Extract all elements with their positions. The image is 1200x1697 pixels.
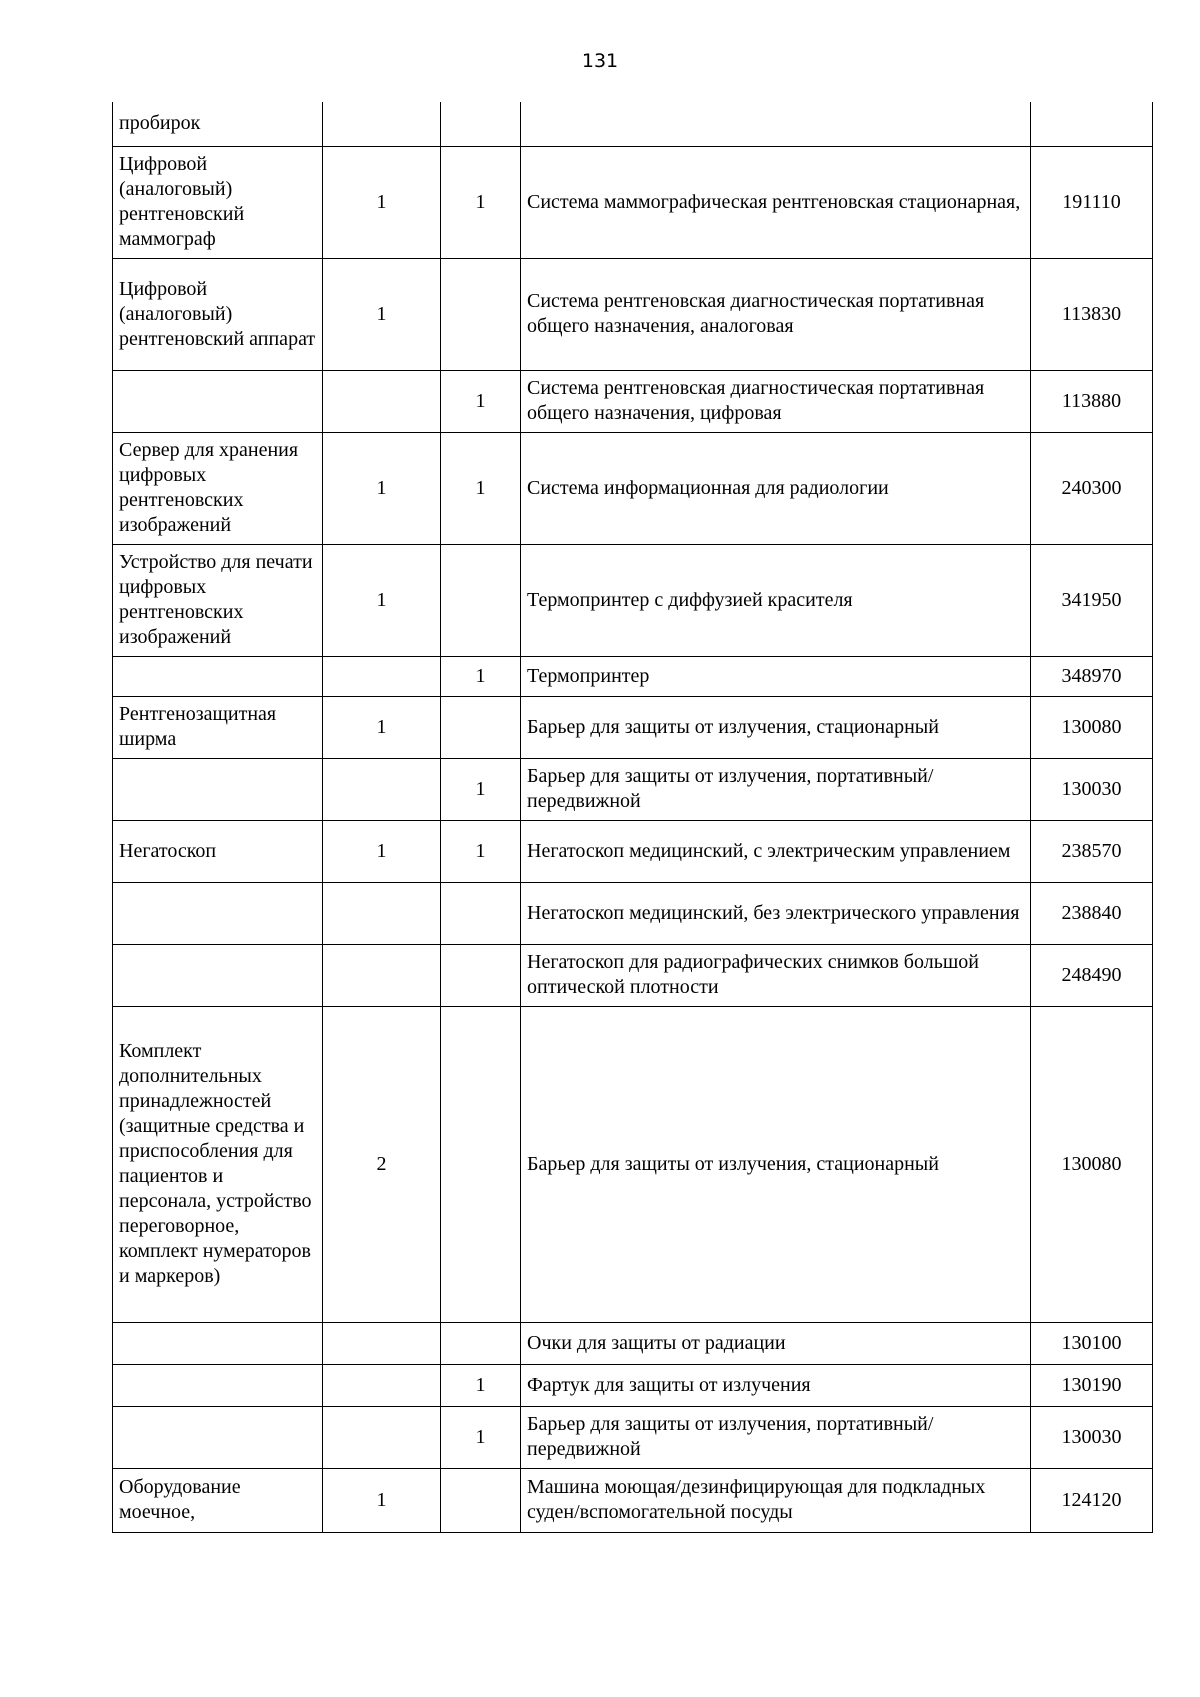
table-row [113,696,1153,758]
equipment-name-cell: Комплект дополнительных принадлежностей (защитные средства и приспособления для пациентов и персонала, устройство переговорное, комплект нумераторов и маркеров) [113,1006,323,1322]
nomenclature-description-cell: Барьер для защиты от излучения, портативный/передвижной [521,758,1031,820]
equipment-name-cell [113,370,323,432]
table-row [113,544,1153,656]
nomenclature-description-cell: Система рентгеновская диагностическая портативная общего назначения, цифровая [521,370,1031,432]
alternative-quantity-cell [441,102,521,146]
required-quantity-cell [323,1322,441,1364]
required-quantity-cell: 1 [323,544,441,656]
table-row [113,432,1153,544]
table-row [113,1322,1153,1364]
equipment-name-cell: Устройство для печати цифровых рентгеновских изображений [113,544,323,656]
equipment-name-cell: Негатоскоп [113,820,323,882]
nomenclature-description-cell: Негатоскоп для радиографических снимков большой оптической плотности [521,944,1031,1006]
nomenclature-description-cell: Барьер для защиты от излучения, портативный/передвижной [521,1406,1031,1468]
required-quantity-cell [323,1364,441,1406]
nomenclature-code-cell: 130080 [1031,1006,1153,1322]
table-row [113,146,1153,258]
alternative-quantity-cell [441,1006,521,1322]
nomenclature-description-cell [521,102,1031,146]
table-row [113,258,1153,370]
nomenclature-code-cell: 238840 [1031,882,1153,944]
nomenclature-description-cell: Система маммографическая рентгеновская стационарная, [521,146,1031,258]
nomenclature-code-cell: 240300 [1031,432,1153,544]
nomenclature-code-cell: 130030 [1031,1406,1153,1468]
nomenclature-code-cell: 130080 [1031,696,1153,758]
required-quantity-cell [323,370,441,432]
table-row [113,1006,1153,1322]
equipment-name-cell: пробирок [113,102,323,146]
alternative-quantity-cell: 1 [441,432,521,544]
equipment-name-cell [113,1406,323,1468]
equipment-name-cell [113,656,323,696]
equipment-name-cell [113,1364,323,1406]
required-quantity-cell [323,882,441,944]
nomenclature-description-cell: Негатоскоп медицинский, с электрическим управлением [521,820,1031,882]
table-row [113,882,1153,944]
equipment-name-cell [113,944,323,1006]
required-quantity-cell [323,102,441,146]
alternative-quantity-cell [441,544,521,656]
table-row [113,102,1153,146]
nomenclature-code-cell: 238570 [1031,820,1153,882]
alternative-quantity-cell: 1 [441,146,521,258]
nomenclature-code-cell: 124120 [1031,1468,1153,1532]
alternative-quantity-cell: 1 [441,1406,521,1468]
equipment-name-cell: Оборудование моечное, [113,1468,323,1532]
alternative-quantity-cell: 1 [441,820,521,882]
page-number: 131 [581,50,619,72]
alternative-quantity-cell: 1 [441,1364,521,1406]
equipment-table [112,102,1153,1533]
nomenclature-description-cell: Термопринтер [521,656,1031,696]
required-quantity-cell: 1 [323,696,441,758]
equipment-name-cell [113,882,323,944]
required-quantity-cell [323,656,441,696]
table-row [113,820,1153,882]
nomenclature-code-cell: 191110 [1031,146,1153,258]
nomenclature-code-cell: 341950 [1031,544,1153,656]
nomenclature-code-cell: 113830 [1031,258,1153,370]
required-quantity-cell [323,944,441,1006]
equipment-name-cell [113,758,323,820]
table-row [113,1364,1153,1406]
nomenclature-code-cell: 130030 [1031,758,1153,820]
nomenclature-description-cell: Машина моющая/дезинфицирующая для подкладных суден/вспомогательной посуды [521,1468,1031,1532]
table-row [113,944,1153,1006]
alternative-quantity-cell: 1 [441,758,521,820]
alternative-quantity-cell [441,1322,521,1364]
nomenclature-code-cell: 130100 [1031,1322,1153,1364]
nomenclature-description-cell: Фартук для защиты от излучения [521,1364,1031,1406]
nomenclature-code-cell: 130190 [1031,1364,1153,1406]
alternative-quantity-cell [441,944,521,1006]
alternative-quantity-cell [441,882,521,944]
nomenclature-description-cell: Система рентгеновская диагностическая портативная общего назначения, аналоговая [521,258,1031,370]
nomenclature-description-cell: Барьер для защиты от излучения, стационарный [521,696,1031,758]
table-row [113,656,1153,696]
required-quantity-cell: 1 [323,432,441,544]
equipment-name-cell: Рентгенозащитная ширма [113,696,323,758]
nomenclature-description-cell: Очки для защиты от радиации [521,1322,1031,1364]
nomenclature-code-cell: 248490 [1031,944,1153,1006]
equipment-name-cell [113,1322,323,1364]
table-row [113,1406,1153,1468]
required-quantity-cell: 2 [323,1006,441,1322]
alternative-quantity-cell [441,696,521,758]
required-quantity-cell [323,758,441,820]
nomenclature-description-cell: Негатоскоп медицинский, без электрического управления [521,882,1031,944]
required-quantity-cell: 1 [323,820,441,882]
required-quantity-cell: 1 [323,1468,441,1532]
equipment-name-cell: Цифровой (аналоговый) рентгеновский маммограф [113,146,323,258]
nomenclature-code-cell: 348970 [1031,656,1153,696]
nomenclature-description-cell: Барьер для защиты от излучения, стационарный [521,1006,1031,1322]
alternative-quantity-cell [441,258,521,370]
table-row [113,758,1153,820]
nomenclature-description-cell: Система информационная для радиологии [521,432,1031,544]
nomenclature-code-cell: 113880 [1031,370,1153,432]
equipment-name-cell: Сервер для хранения цифровых рентгеновских изображений [113,432,323,544]
nomenclature-description-cell: Термопринтер с диффузией красителя [521,544,1031,656]
table-row [113,1468,1153,1532]
equipment-name-cell: Цифровой (аналоговый) рентгеновский аппарат [113,258,323,370]
required-quantity-cell: 1 [323,146,441,258]
table-row [113,370,1153,432]
required-quantity-cell: 1 [323,258,441,370]
alternative-quantity-cell [441,1468,521,1532]
alternative-quantity-cell: 1 [441,656,521,696]
required-quantity-cell [323,1406,441,1468]
nomenclature-code-cell [1031,102,1153,146]
alternative-quantity-cell: 1 [441,370,521,432]
